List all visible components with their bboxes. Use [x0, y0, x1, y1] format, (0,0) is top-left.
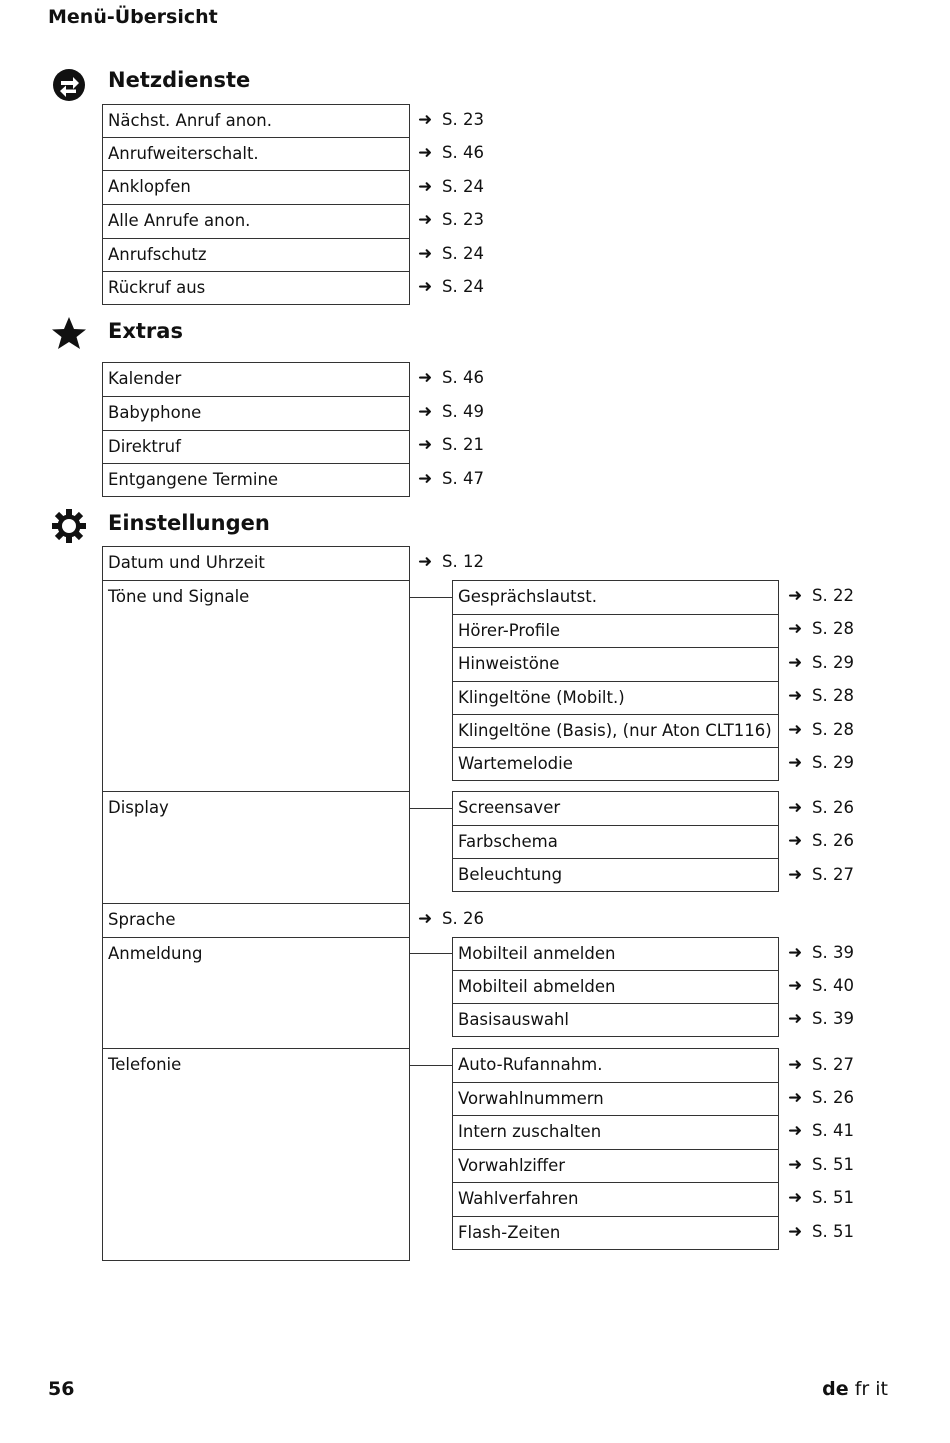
menu-item: Kalender [102, 362, 410, 397]
language-active: de [822, 1378, 849, 1400]
page-reference: ➜ S. 27 [788, 859, 854, 891]
page-reference: ➜ S. 29 [788, 647, 854, 679]
menu-item: Direktruf [102, 430, 410, 464]
page-number: 56 [48, 1378, 75, 1400]
arrow-right-icon: ➜ [418, 402, 433, 422]
menu-item: Datum und Uhrzeit [102, 546, 410, 581]
connector-line [410, 1065, 452, 1066]
submenu-item: Gesprächslautst. [452, 580, 779, 615]
submenu-item: Screensaver [452, 791, 779, 826]
menu-group: Anmeldung [102, 937, 410, 1049]
arrow-right-icon: ➜ [418, 909, 433, 929]
submenu-item: Hörer-Profile [452, 614, 779, 648]
page-reference: ➜ S. 24 [418, 171, 484, 203]
page-reference: ➜ S. 46 [418, 362, 484, 394]
arrow-right-icon: ➜ [418, 469, 433, 489]
page-reference: ➜ S. 28 [788, 613, 854, 645]
network-services-icon [50, 66, 88, 104]
section-title-netzdienste: Netzdienste [108, 68, 251, 92]
page-reference: ➜ S. 46 [418, 137, 484, 169]
arrow-right-icon: ➜ [418, 368, 433, 388]
page-reference: ➜ S. 51 [788, 1216, 854, 1248]
submenu-item: Klingeltöne (Mobilt.) [452, 681, 779, 715]
connector-line [410, 953, 452, 954]
page-reference: ➜ S. 28 [788, 680, 854, 712]
submenu-item: Beleuchtung [452, 858, 779, 892]
page-reference: ➜ S. 24 [418, 238, 484, 270]
arrow-right-icon: ➜ [788, 720, 803, 740]
submenu-item: Hinweistöne [452, 647, 779, 682]
page-reference: ➜ S. 51 [788, 1182, 854, 1214]
language-others: fr it [854, 1378, 888, 1400]
connector-line [410, 597, 452, 598]
page-reference: ➜ S. 39 [788, 937, 854, 969]
arrow-right-icon: ➜ [788, 976, 803, 996]
arrow-right-icon: ➜ [788, 653, 803, 673]
section-title-einstellungen: Einstellungen [108, 511, 270, 535]
menu-item: Entgangene Termine [102, 463, 410, 497]
gear-icon [50, 507, 88, 545]
arrow-right-icon: ➜ [788, 1121, 803, 1141]
arrow-right-icon: ➜ [788, 1222, 803, 1242]
page-reference: ➜ S. 26 [788, 1082, 854, 1114]
page-reference: ➜ S. 12 [418, 546, 484, 578]
arrow-right-icon: ➜ [788, 586, 803, 606]
submenu-item: Wartemelodie [452, 747, 779, 781]
star-icon [50, 315, 88, 353]
menu-item: Alle Anrufe anon. [102, 204, 410, 239]
page-reference: ➜ S. 24 [418, 271, 484, 303]
menu-item: Rückruf aus [102, 271, 410, 305]
menu-item: Anklopfen [102, 170, 410, 205]
arrow-right-icon: ➜ [788, 1055, 803, 1075]
arrow-right-icon: ➜ [418, 210, 433, 230]
submenu-item: Farbschema [452, 825, 779, 859]
submenu-item: Auto-Rufannahm. [452, 1048, 779, 1083]
page-reference: ➜ S. 22 [788, 580, 854, 612]
arrow-right-icon: ➜ [788, 1088, 803, 1108]
arrow-right-icon: ➜ [788, 1188, 803, 1208]
arrow-right-icon: ➜ [418, 552, 433, 572]
page-reference: ➜ S. 26 [788, 792, 854, 824]
section-title-extras: Extras [108, 319, 183, 343]
page-reference: ➜ S. 27 [788, 1049, 854, 1081]
page-reference: ➜ S. 51 [788, 1149, 854, 1181]
arrow-right-icon: ➜ [788, 1009, 803, 1029]
page-reference: ➜ S. 23 [418, 104, 484, 136]
submenu-item: Klingeltöne (Basis), (nur Aton CLT116) [452, 714, 779, 748]
page-reference: ➜ S. 41 [788, 1115, 854, 1147]
menu-item: Nächst. Anruf anon. [102, 104, 410, 138]
page-reference: ➜ S. 49 [418, 396, 484, 428]
menu-item: Anrufweiterschalt. [102, 137, 410, 171]
arrow-right-icon: ➜ [788, 619, 803, 639]
arrow-right-icon: ➜ [418, 177, 433, 197]
submenu-item: Mobilteil abmelden [452, 970, 779, 1004]
page-reference: ➜ S. 39 [788, 1003, 854, 1035]
submenu-item: Vorwahlnummern [452, 1082, 779, 1116]
page-reference: ➜ S. 29 [788, 747, 854, 779]
submenu-item: Intern zuschalten [452, 1115, 779, 1150]
menu-group: Display [102, 791, 410, 904]
submenu-item: Vorwahlziffer [452, 1149, 779, 1183]
page-reference: ➜ S. 28 [788, 714, 854, 746]
page-reference: ➜ S. 47 [418, 463, 484, 495]
page-reference: ➜ S. 40 [788, 970, 854, 1002]
page-reference: ➜ S. 26 [418, 903, 484, 935]
menu-group: Töne und Signale [102, 580, 410, 792]
language-indicator [822, 1378, 888, 1400]
menu-item: Anrufschutz [102, 238, 410, 272]
page-reference: ➜ S. 21 [418, 429, 484, 461]
connector-line [410, 808, 452, 809]
menu-item: Babyphone [102, 396, 410, 431]
arrow-right-icon: ➜ [788, 943, 803, 963]
arrow-right-icon: ➜ [788, 1155, 803, 1175]
submenu-item: Flash-Zeiten [452, 1216, 779, 1250]
arrow-right-icon: ➜ [788, 865, 803, 885]
arrow-right-icon: ➜ [788, 798, 803, 818]
menu-group: Telefonie [102, 1048, 410, 1261]
submenu-item: Basisauswahl [452, 1003, 779, 1037]
submenu-item: Wahlverfahren [452, 1182, 779, 1217]
arrow-right-icon: ➜ [418, 244, 433, 264]
page-title: Menü-Übersicht [48, 6, 218, 28]
arrow-right-icon: ➜ [788, 753, 803, 773]
arrow-right-icon: ➜ [418, 277, 433, 297]
arrow-right-icon: ➜ [788, 686, 803, 706]
arrow-right-icon: ➜ [418, 110, 433, 130]
submenu-item: Mobilteil anmelden [452, 937, 779, 971]
arrow-right-icon: ➜ [788, 831, 803, 851]
arrow-right-icon: ➜ [418, 435, 433, 455]
page-reference: ➜ S. 26 [788, 825, 854, 857]
menu-item: Sprache [102, 903, 410, 938]
page-reference: ➜ S. 23 [418, 204, 484, 236]
arrow-right-icon: ➜ [418, 143, 433, 163]
